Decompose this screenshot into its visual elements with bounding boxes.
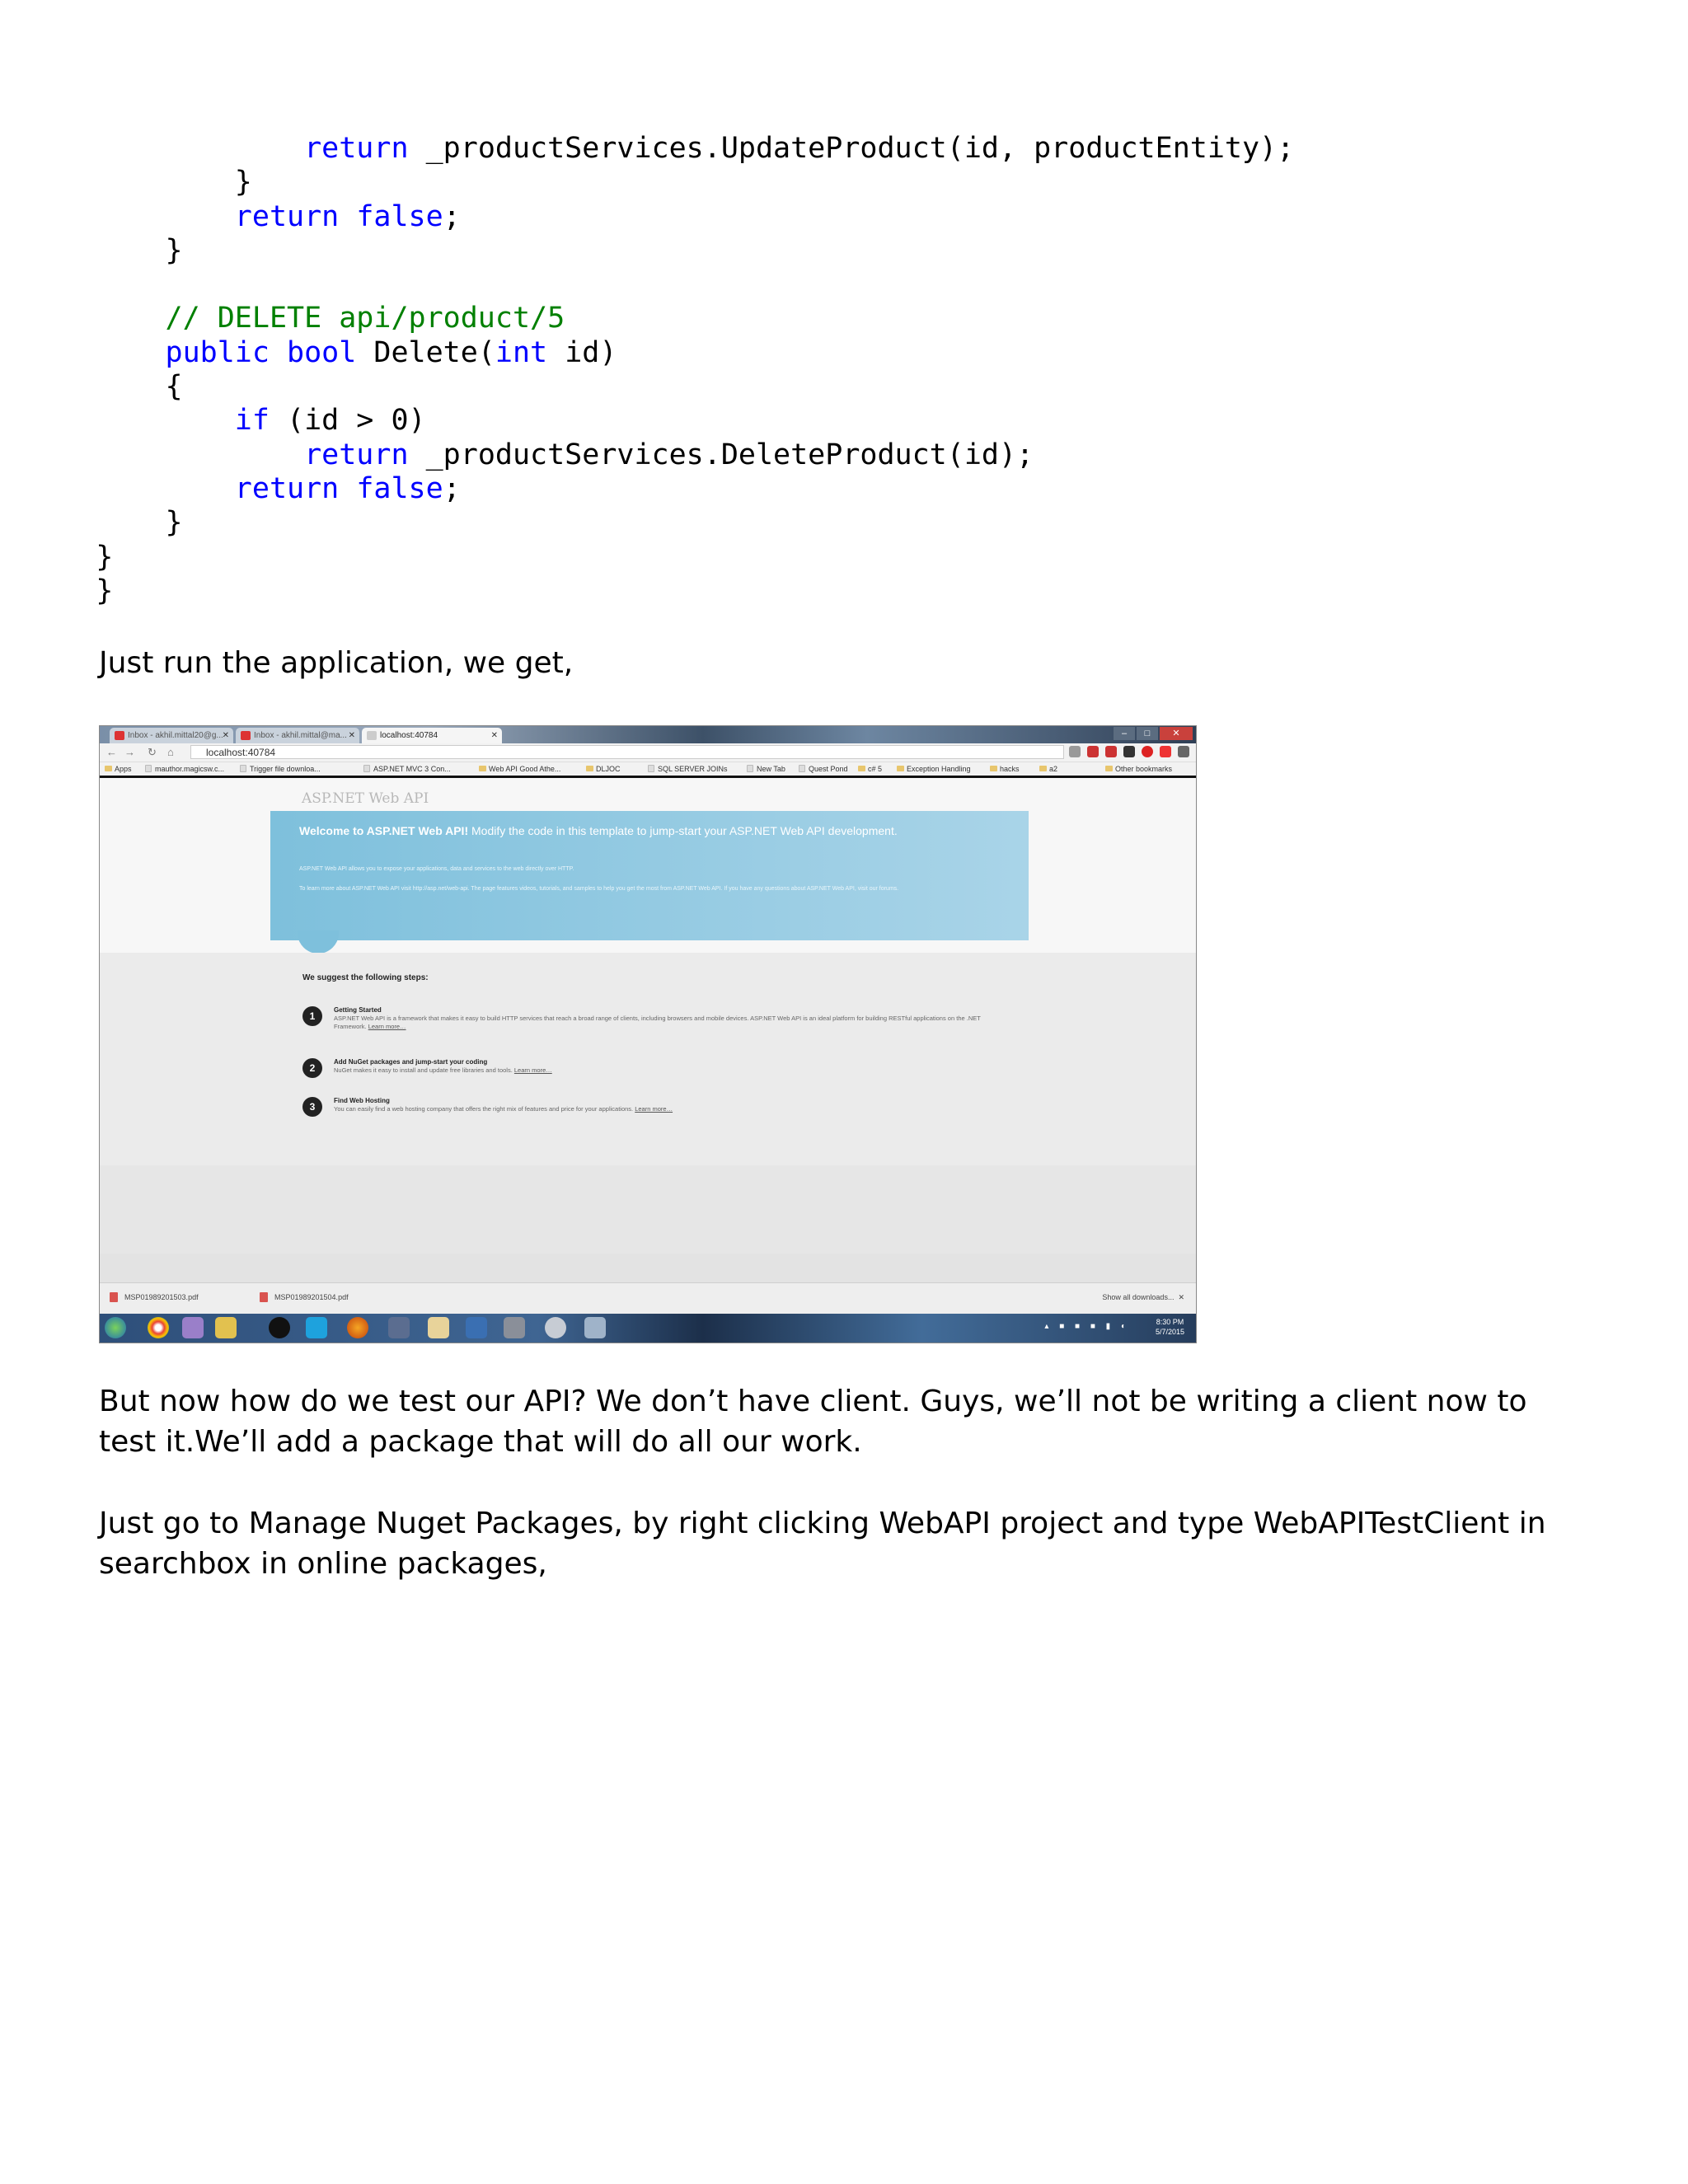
step-title: Find Web Hosting	[334, 1097, 390, 1104]
code-line	[44, 268, 1294, 302]
address-bar[interactable]: localhost:40784	[190, 745, 1064, 759]
code-line	[44, 506, 1294, 540]
paragraph-test-api: But now how do we test our API? We don’t have client. Guys, we’ll not be writing a client now to test it.We’ll add a package that will do all our work.	[99, 1385, 1527, 1459]
asp-icon[interactable]	[1142, 746, 1153, 757]
code-text	[96, 336, 165, 369]
code-text: }	[96, 506, 183, 540]
code-text	[96, 302, 165, 335]
app-icon[interactable]	[584, 1317, 606, 1338]
tab-label: localhost:40784	[380, 731, 438, 740]
step-title: Add NuGet packages and jump-start your coding	[334, 1058, 488, 1066]
code-line	[44, 234, 1294, 268]
code-text: id)	[547, 335, 617, 369]
site-title[interactable]: ASP.NET Web API	[302, 790, 429, 807]
bookmark-apps[interactable]: Apps	[105, 762, 132, 776]
clock-date: 5/7/2015	[1155, 1328, 1184, 1336]
windows-taskbar	[100, 1314, 1196, 1343]
bookmark-folder[interactable]: DLJOC	[586, 762, 621, 776]
bookmark-other[interactable]: Other bookmarks	[1105, 762, 1172, 776]
menu-icon[interactable]	[1178, 746, 1189, 757]
code-line	[44, 132, 1294, 166]
extension-icons	[1069, 746, 1189, 757]
code-text: Delete(	[356, 335, 495, 369]
code-text	[96, 200, 235, 233]
code-text: _productServices.UpdateProduct(id, productEntity);	[408, 132, 1295, 165]
bookmark-folder[interactable]: Exception Handling	[897, 762, 971, 776]
suggest-heading: We suggest the following steps:	[302, 973, 429, 982]
page-content	[100, 778, 1196, 1254]
code-keyword: false	[356, 199, 443, 233]
code-block	[0, 132, 1294, 608]
gmail-icon	[115, 731, 124, 740]
forward-icon[interactable]: →	[124, 746, 135, 758]
download-item[interactable]: MSP01989201504.pdf	[256, 1293, 349, 1301]
browser-nav-bar	[100, 743, 1196, 762]
paragraph-run-app: Just run the application, we get,	[99, 646, 574, 680]
code-keyword: return	[234, 471, 340, 505]
code-text	[270, 336, 287, 369]
code-keyword: return	[304, 438, 409, 471]
app-icon[interactable]	[545, 1317, 566, 1338]
code-keyword: bool	[287, 335, 357, 369]
code-line	[44, 166, 1294, 199]
window-controls	[1114, 727, 1193, 741]
tab-localhost[interactable]	[362, 728, 502, 743]
hero-paragraph: ASP.NET Web API allows you to expose your applications, data and services to the web directly over HTTP.	[299, 866, 574, 872]
step-description	[334, 1066, 1010, 1075]
close-icon[interactable]: ✕	[348, 731, 355, 740]
code-text	[96, 404, 235, 437]
hero-title-rest: Modify the code in this template to jump-start your ASP.NET Web API development.	[468, 824, 898, 837]
browser-tab-bar	[100, 726, 1196, 743]
visual-studio-icon[interactable]	[466, 1317, 487, 1338]
code-line	[44, 404, 1294, 438]
code-text	[96, 472, 235, 505]
code-text: }	[96, 233, 183, 267]
app-icon[interactable]	[269, 1317, 290, 1338]
code-text: (id > 0)	[269, 404, 426, 438]
main-section	[100, 953, 1196, 1165]
code-text	[339, 472, 356, 505]
code-keyword: int	[495, 335, 548, 369]
taskbar-clock[interactable]	[1156, 1317, 1184, 1337]
learn-more-link[interactable]: Learn more…	[635, 1105, 673, 1113]
learn-more-link[interactable]: Learn more…	[368, 1023, 406, 1030]
close-icon[interactable]: ✕	[490, 731, 498, 740]
bookmark[interactable]: Quest Pond	[799, 762, 848, 776]
folder-icon[interactable]	[428, 1317, 449, 1338]
extension-icon[interactable]	[1069, 746, 1081, 757]
bookmark-folder[interactable]: c# 5	[858, 762, 882, 776]
code-text	[339, 200, 356, 233]
step-number: 3	[302, 1097, 322, 1117]
chrome-icon[interactable]	[148, 1317, 169, 1338]
code-text: }	[96, 574, 114, 607]
close-icon[interactable]: ✕	[222, 731, 229, 740]
app-icon[interactable]	[215, 1317, 237, 1338]
tab-label: Inbox - akhil.mittal@ma...	[254, 731, 347, 740]
code-text: {	[96, 370, 183, 404]
home-icon[interactable]: ⌂	[167, 746, 174, 758]
close-window-button[interactable]: ✕	[1160, 727, 1193, 740]
code-line	[44, 541, 1294, 574]
show-all-label: Show all downloads...	[1102, 1293, 1175, 1301]
bookmark[interactable]: ASP.NET MVC 3 Con...	[363, 762, 451, 776]
gmail-icon	[241, 731, 251, 740]
code-line	[44, 472, 1294, 506]
bookmark[interactable]: New Tab	[747, 762, 785, 776]
code-keyword: return	[304, 132, 409, 165]
code-keyword: if	[234, 404, 270, 438]
start-button-icon[interactable]	[105, 1317, 126, 1338]
bookmarks-bar	[100, 762, 1196, 778]
tools-icon[interactable]	[504, 1317, 525, 1338]
code-line	[44, 200, 1294, 234]
code-line	[44, 370, 1294, 404]
show-all-downloads-link[interactable]: Show all downloads... ✕	[1102, 1293, 1184, 1301]
hero-paragraph: To learn more about ASP.NET Web API visit http://asp.net/web-api. The page features videos, tutorials, and samples to help you get the most from ASP.NET Web API. If you have any questions about ASP.NET Web API, visit our forums.	[299, 886, 899, 892]
code-text	[96, 438, 304, 471]
clock-time: 8:30 PM	[1156, 1318, 1184, 1326]
code-text: }	[96, 166, 252, 199]
code-text: ;	[443, 199, 461, 233]
step-description	[334, 1105, 1010, 1113]
code-comment: // DELETE api/product/5	[165, 302, 565, 335]
paragraph-manage-nuget: Just go to Manage Nuget Packages, by right clicking WebAPI project and type WebAPITestClient in searchbox in online packages,	[99, 1507, 1546, 1581]
step-number: 1	[302, 1006, 322, 1026]
minimize-button[interactable]: –	[1114, 727, 1135, 740]
bookmark-folder[interactable]: hacks	[990, 762, 1020, 776]
code-text: }	[96, 540, 114, 574]
extension-icon[interactable]	[1087, 746, 1099, 757]
extension-icon[interactable]	[1123, 746, 1135, 757]
code-keyword: return	[234, 199, 340, 233]
reload-icon[interactable]: ↻	[148, 746, 157, 758]
tab-inbox-1[interactable]	[110, 728, 233, 743]
download-item[interactable]: MSP01989201503.pdf	[106, 1293, 199, 1301]
hero-title-bold: Welcome to ASP.NET Web API!	[299, 824, 469, 837]
extension-icon[interactable]	[1160, 746, 1171, 757]
bookmark[interactable]: Trigger file downloa...	[240, 762, 321, 776]
tab-inbox-2[interactable]	[236, 728, 359, 743]
system-tray-icons[interactable]: ▴ ■ ■ ■ ▮ ◐	[1044, 1322, 1130, 1331]
hero-banner	[270, 811, 1029, 940]
back-icon[interactable]: ←	[106, 746, 117, 758]
app-icon[interactable]	[388, 1317, 410, 1338]
code-text	[96, 132, 304, 165]
app-icon[interactable]	[182, 1317, 204, 1338]
extension-icon[interactable]	[1105, 746, 1117, 757]
firefox-icon[interactable]	[347, 1317, 368, 1338]
code-keyword: false	[356, 471, 443, 505]
code-keyword: public	[165, 335, 270, 369]
skype-icon[interactable]	[306, 1317, 327, 1338]
step-number: 2	[302, 1058, 322, 1078]
browser-screenshot	[99, 725, 1197, 1343]
tab-label: Inbox - akhil.mittal20@g...	[128, 731, 223, 740]
code-text: ;	[443, 471, 461, 505]
code-line	[44, 574, 1294, 608]
step-text: You can easily find a web hosting company that offers the right mix of features and price for your applications.	[334, 1105, 634, 1113]
bookmark[interactable]: SQL SERVER JOINs	[648, 762, 728, 776]
bookmark-folder[interactable]: Web API Good Athe...	[479, 762, 560, 776]
step-text: NuGet makes it easy to install and update free libraries and tools.	[334, 1066, 513, 1074]
download-bar	[100, 1282, 1196, 1315]
hero-title	[299, 823, 959, 838]
step-title: Getting Started	[334, 1006, 382, 1014]
code-line	[44, 336, 1294, 370]
code-line	[44, 438, 1294, 472]
code-line	[44, 302, 1294, 335]
bookmark-folder[interactable]: a2	[1039, 762, 1057, 776]
page-icon	[367, 731, 377, 740]
step-text: ASP.NET Web API is a framework that makes it easy to build HTTP services that reach a broad range of clients, including browsers and mobile devices. ASP.NET Web API is an ideal platform for building RESTful applications on the .NET Framework.	[334, 1015, 981, 1030]
step-description	[334, 1015, 1010, 1031]
maximize-button[interactable]: □	[1137, 727, 1158, 740]
learn-more-link[interactable]: Learn more…	[513, 1066, 552, 1074]
bookmark[interactable]: mauthor.magicsw.c...	[145, 762, 224, 776]
code-text: _productServices.DeleteProduct(id);	[408, 438, 1034, 471]
